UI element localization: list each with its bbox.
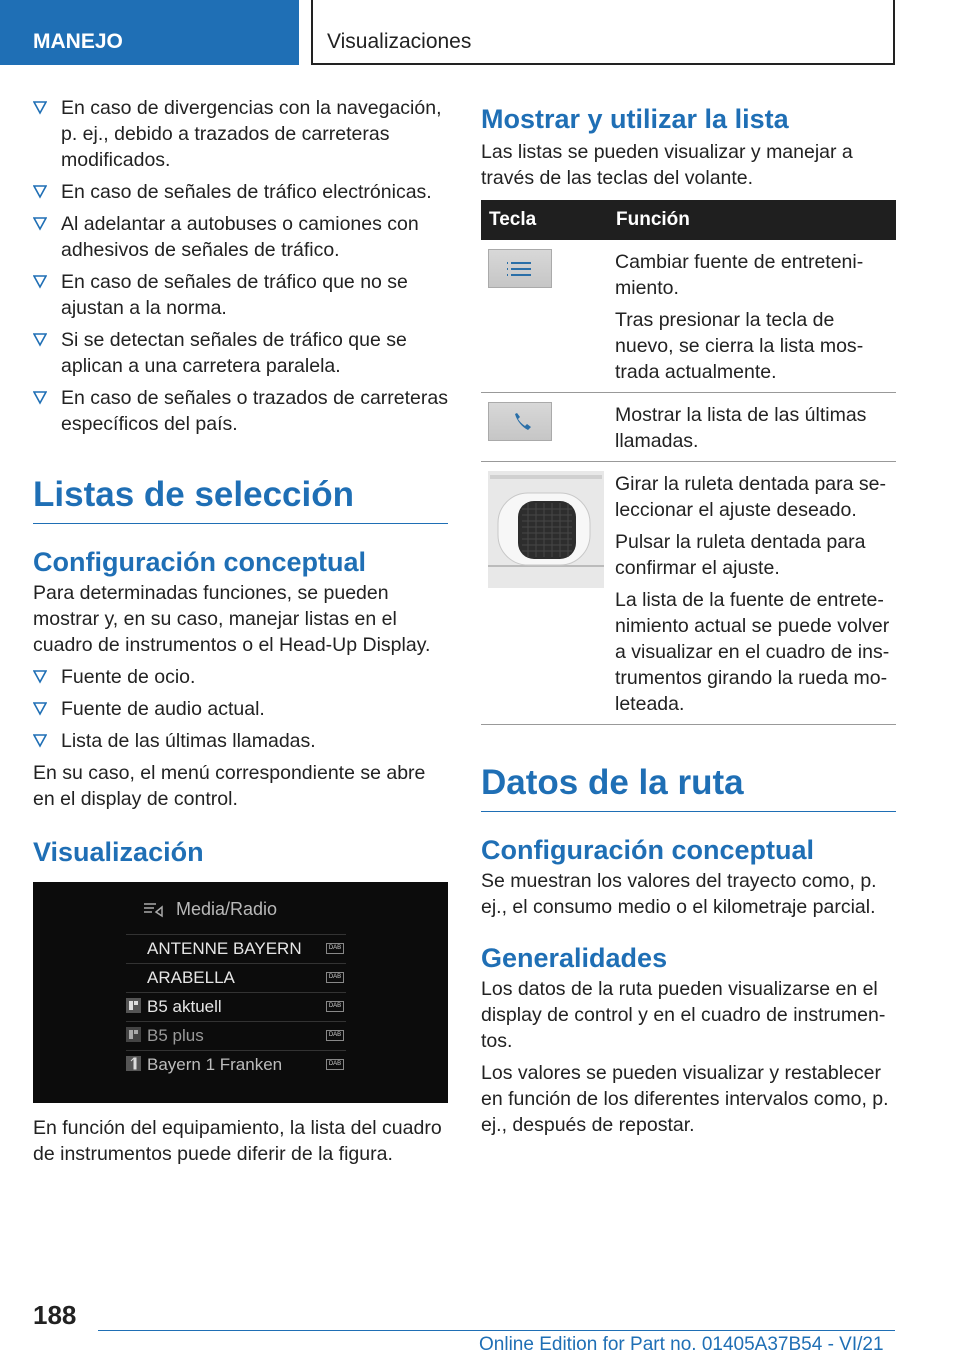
list-key-icon [488,249,552,288]
table-header-funcion: Función [608,200,896,240]
station-label: B5 plus [147,1026,204,1045]
triangle-bullet-icon [33,215,47,233]
triangle-bullet-icon [33,99,47,117]
station-label: B5 aktuell [147,997,222,1016]
station-label: Bayern 1 Franken [147,1055,283,1074]
list-item [33,211,448,263]
function-text: Mostrar la lista de las últimas llamadas. [615,404,867,452]
function-text: Cambiar fuente de entretenimiento. [615,251,864,299]
media-radio-icon [142,898,168,920]
heading-listas-seleccion: Listas de selección [33,475,448,524]
station-logo-icon [126,998,141,1013]
function-text: Pulsar la ruleta dentada para confirmar el ajuste. [615,531,866,579]
list-item-text: En caso de señales de tráfico que no se ajustan a la norma. [61,271,408,319]
figure-row [126,934,346,961]
figure-heading-text: Media/Radio [176,899,278,919]
table-header-tecla: Tecla [481,200,608,240]
function-cell [608,462,896,725]
figure-row [126,963,346,990]
thumbwheel-icon [488,471,604,588]
triangle-bullet-icon [33,732,47,750]
triangle-bullet-icon [33,331,47,349]
function-text: Tras presionar la tecla de nuevo, se cierra la lista mostrada actualmente. [615,309,864,383]
figure-row [126,1021,346,1048]
table-row [481,240,896,393]
media-radio-figure [33,882,448,1103]
heading-configuracion-ruta: Configuración conceptual [481,835,815,865]
list-item [33,179,448,205]
list-item-text: Fuente de ocio. [61,666,196,688]
list-item [33,95,448,173]
list-item-text: En caso de divergencias con la navegación, p. ej., debido a trazados de carreteras modificados. [61,97,442,171]
phone-key-icon [488,402,552,441]
triangle-bullet-icon [33,668,47,686]
heading-generalidades: Generalidades [481,943,668,973]
function-cell [608,240,896,393]
function-text: Girar la ruleta dentada para seleccionar el ajuste deseado. [615,473,886,521]
heading-datos-ruta: Datos de la ruta [481,763,896,812]
footer-edition: Online Edition for Part no. 01405A37B54 - VI/21 [479,1334,884,1355]
list-item [33,664,448,690]
list-item [33,728,448,754]
triangle-bullet-icon [33,273,47,291]
station-logo-icon [126,1027,141,1042]
paragraph-config: Para determinadas funciones, se pueden mostrar y, en su caso, manejar listas en el cuadro de instrumentos o el Head-Up Display. [33,582,431,656]
list-item-text: Fuente de audio actual. [61,698,265,720]
heading-visualizacion: Visualización [33,837,204,867]
dab-badge: DAB [326,943,344,954]
paragraph-generalidades-2: Los valores se pueden visualizar y restablecer en función de los diferentes intervalos como, p. ej., después de repostar. [481,1062,889,1136]
figure-row [126,992,346,1019]
key-cell [481,462,608,725]
paragraph-mostrar: Las listas se pueden visualizar y manejar a través de las teclas del volante. [481,141,853,189]
left-column [33,95,448,1167]
key-cell [481,240,608,393]
function-cell [608,393,896,462]
paragraph-figure-note: En función del equipamiento, la lista del cuadro de instrumentos puede diferir de la figura. [33,1117,442,1165]
right-column [481,103,896,1138]
section-title: Visualizaciones [311,0,895,65]
dab-badge: DAB [326,972,344,983]
function-text: La lista de la fuente de entretenimiento actual se puede volver a visualizar en el cuadro de instrumentos girando la rueda moleteada. [615,589,890,715]
bullet-list-top [33,95,448,437]
figure-heading [176,899,277,920]
chapter-tab: MANEJO [0,0,299,65]
list-item [33,269,448,321]
page-number: 188 [33,1300,77,1330]
heading-mostrar-lista: Mostrar y utilizar la lista [481,104,789,134]
key-cell [481,393,608,462]
footer-divider [98,1330,895,1331]
heading-configuracion: Configuración conceptual [33,547,367,577]
figure-row [126,1050,346,1077]
list-item [33,696,448,722]
list-item-text: En caso de señales de tráfico electrónicas. [61,181,432,203]
list-item [33,385,448,437]
list-item-text: Si se detectan señales de tráfico que se aplican a una carretera paralela. [61,329,407,377]
dab-badge: DAB [326,1001,344,1012]
triangle-bullet-icon [33,389,47,407]
bullet-list-config [33,664,448,754]
list-item-text: Al adelantar a autobuses o camiones con adhesivos de señales de tráfico. [61,213,419,261]
table-row [481,393,896,462]
station-label: ANTENNE BAYERN [147,939,302,958]
keys-table [481,200,896,725]
table-row [481,462,896,725]
station-logo-icon [126,1056,141,1071]
triangle-bullet-icon [33,183,47,201]
paragraph-menu: En su caso, el menú correspondiente se abre en el display de control. [33,762,426,810]
triangle-bullet-icon [33,700,47,718]
dab-badge: DAB [326,1059,344,1070]
station-label: ARABELLA [147,968,235,987]
list-item-text: En caso de señales o trazados de carreteras específicos del país. [61,387,448,435]
list-item [33,327,448,379]
list-item-text: Lista de las últimas llamadas. [61,730,316,752]
paragraph-generalidades-1: Los datos de la ruta pueden visualizarse en el display de control y en el cuadro de instrumentos. [481,978,886,1052]
paragraph-config-ruta: Se muestran los valores del trayecto como, p. ej., el consumo medio o el kilometraje parcial. [481,870,877,918]
dab-badge: DAB [326,1030,344,1041]
